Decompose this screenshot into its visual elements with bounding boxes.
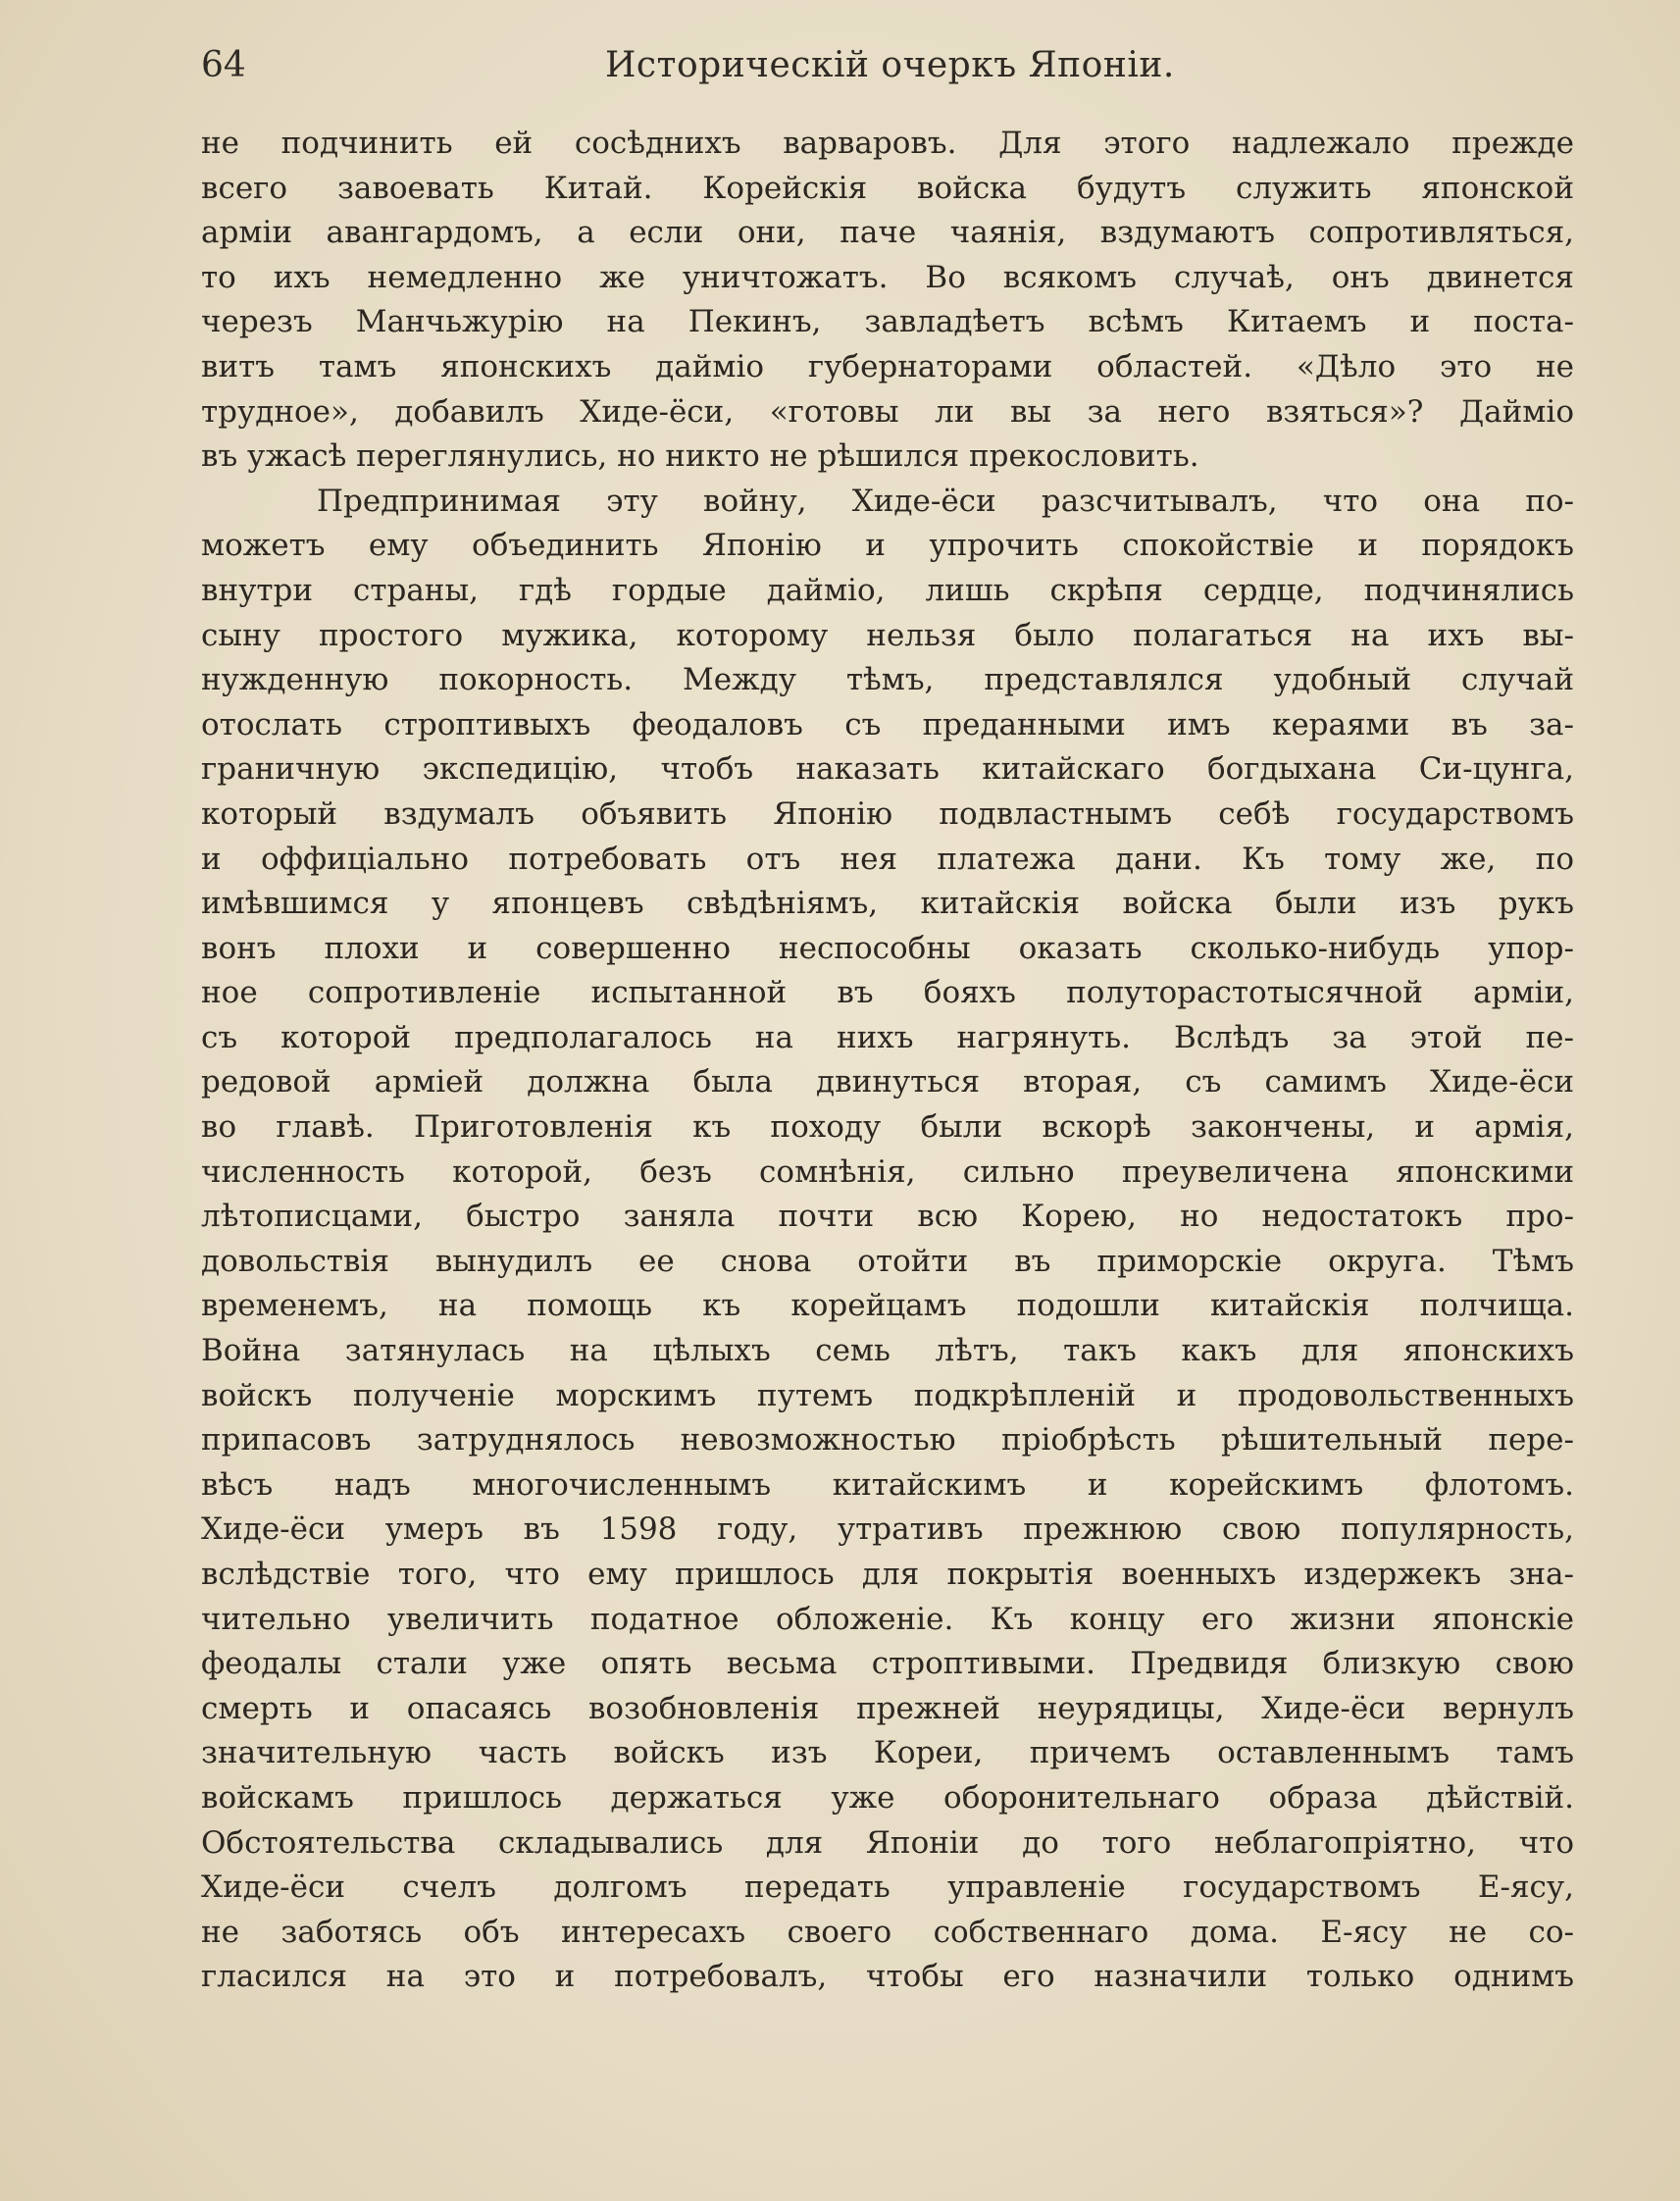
text-line: вслѣдствіе того, что ему пришлось для покрытія военныхъ издержекъ зна-: [201, 1557, 1574, 1592]
text-line: всего завоевать Китай. Корейскія войска будутъ служить японской: [201, 170, 1574, 206]
text-line: сыну простого мужика, которому нельзя было полагаться на ихъ вы-: [201, 617, 1574, 653]
text-line: въ ужасѣ переглянулись, но никто не рѣшился прекословить.: [201, 438, 1199, 475]
text-line: Предпринимая эту войну, Хиде-ёси разсчитывалъ, что она по-: [317, 483, 1574, 519]
text-line: внутри страны, гдѣ гордые дайміо, лишь скрѣпя сердце, подчинялись: [201, 572, 1574, 608]
text-line: граничную экспедицію, чтобъ наказать китайскаго богдыхана Си-цунга,: [201, 751, 1574, 788]
text-line: вонъ плохи и совершенно неспособны оказать сколько-нибудь упор-: [201, 930, 1574, 966]
text-line: довольствія вынудилъ ее снова отойти въ приморскіе округа. Тѣмъ: [201, 1243, 1574, 1279]
text-line: не заботясь объ интересахъ своего собственнаго дома. Е-ясу не со-: [201, 1914, 1574, 1950]
text-line: значительную часть войскъ изъ Кореи, причемъ оставленнымъ тамъ: [201, 1735, 1574, 1771]
text-line: во главѣ. Приготовленія къ походу были вскорѣ закончены, и армія,: [201, 1109, 1574, 1146]
text-line: трудное», добавилъ Хиде-ёси, «готовы ли вы за него взяться»? Дайміо: [201, 393, 1574, 430]
text-line: Обстоятельства складывались для Японіи до того неблагопріятно, что: [201, 1824, 1574, 1861]
page-header: [201, 37, 1574, 96]
text-line: Война затянулась на цѣлыхъ семь лѣтъ, такъ какъ для японскихъ: [201, 1333, 1574, 1369]
running-title: Историческій очеркъ Японіи.: [605, 45, 1175, 85]
text-line: феодалы стали уже опять весьма строптивыми. Предвидя близкую свою: [201, 1646, 1574, 1682]
text-line: редовой арміей должна была двинуться вторая, съ самимъ Хиде-ёси: [201, 1064, 1574, 1100]
body-text: [201, 122, 1574, 2000]
page-number: 64: [201, 45, 246, 85]
text-line: ное сопротивленіе испытанной въ бояхъ полуторастотысячной арміи,: [201, 975, 1574, 1011]
text-line: арміи авангардомъ, а если они, паче чаянія, вздумаютъ сопротивляться,: [201, 215, 1574, 251]
text-line: и оффиціально потребовать отъ нея платежа дани. Къ тому же, по: [201, 841, 1574, 877]
text-line: не подчинить ей сосѣднихъ варваровъ. Для этого надлежало прежде: [201, 126, 1574, 161]
text-line: нужденную покорность. Между тѣмъ, представлялся удобный случай: [201, 662, 1574, 698]
text-line: гласился на это и потребовалъ, чтобы его назначили только однимъ: [201, 1959, 1574, 1995]
text-line: который вздумалъ объявить Японію подвластнымъ себѣ государствомъ: [201, 795, 1574, 832]
text-line: Хиде-ёси умеръ въ 1598 году, утративъ прежнюю свою популярность,: [201, 1511, 1574, 1548]
text-line: можетъ ему объединить Японію и упрочить спокойствіе и порядокъ: [201, 528, 1574, 564]
text-line: войскамъ пришлось держаться уже оборонительнаго образа дѣйствій.: [201, 1779, 1574, 1816]
text-line: численность которой, безъ сомнѣнія, сильно преувеличена японскими: [201, 1153, 1574, 1190]
text-line: Хиде-ёси счелъ долгомъ передать управленіе государствомъ Е-ясу,: [201, 1869, 1574, 1906]
text-line: лѣтописцами, быстро заняла почти всю Корею, но недостатокъ про-: [201, 1199, 1574, 1235]
text-line: отослать строптивыхъ феодаловъ съ преданными имъ кераями въ за-: [201, 706, 1574, 742]
text-line: витъ тамъ японскихъ дайміо губернаторами областей. «Дѣло это не: [201, 348, 1574, 384]
text-line: войскъ полученіе морскимъ путемъ подкрѣпленій и продовольственныхъ: [201, 1377, 1574, 1413]
text-line: смерть и опасаясь возобновленія прежней неурядицы, Хиде-ёси вернулъ: [201, 1690, 1574, 1726]
text-line: черезъ Манчьжурію на Пекинъ, завладѣетъ всѣмъ Китаемъ и поста-: [201, 304, 1574, 340]
text-line: временемъ, на помощь къ корейцамъ подошли китайскія полчища.: [201, 1288, 1574, 1324]
text-line: припасовъ затруднялось невозможностью пріобрѣсть рѣшительный пере-: [201, 1422, 1574, 1459]
text-line: вѣсъ надъ многочисленнымъ китайскимъ и корейскимъ флотомъ.: [201, 1466, 1574, 1503]
text-line: чительно увеличить податное обложеніе. Къ концу его жизни японскіе: [201, 1601, 1574, 1637]
text-line: съ которой предполагалось на нихъ нагрянуть. Вслѣдъ за этой пе-: [201, 1019, 1574, 1055]
text-line: то ихъ немедленно же уничтожатъ. Во всякомъ случаѣ, онъ двинется: [201, 259, 1574, 295]
text-line: имѣвшимся у японцевъ свѣдѣніямъ, китайскія войска были изъ рукъ: [201, 886, 1574, 922]
